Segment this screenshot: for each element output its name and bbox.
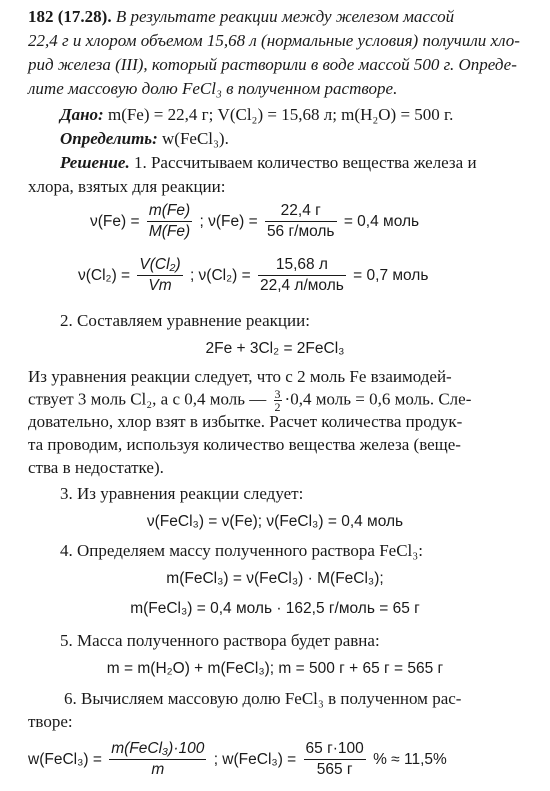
solution-step-4: 4. Определяем массу полученного раствора FeCl₃: <box>60 541 423 560</box>
fraction-chlorine-values: 15,68 л 22,4 л/моль <box>259 256 344 295</box>
equation-iron-moles: ν(Fe) = $\frac{m(Fe)}{M(Fe)}$ ; ν(Fe) = 22,4 г 56 г/моль = 0,4 моль <box>90 202 420 241</box>
problem-number: 182 (17.28). <box>28 7 112 26</box>
find-line: Определить: w(FeCl₃). <box>60 129 229 148</box>
fraction-mass-fraction-formula: m(FeCl₃)·100 m <box>111 740 205 779</box>
fraction-mass-over-molar-mass: $\frac{m(Fe)}{M(Fe)}$ <box>148 202 191 241</box>
equation-mass-formula: m(FeCl₃) = ν(FeCl₃) · M(FeCl₃); <box>166 570 384 587</box>
equation-solution-mass: m = m(H₂O) + m(FeCl₃); m = 500 г + 65 г = 565 г <box>106 660 444 677</box>
problem-statement-line-3: рид железа (III), который растворили в воде массой 500 г. Опреде- <box>28 55 517 74</box>
solution-step-1-line-1: Решение. 1. Рассчитываем количество вещества железа и <box>60 153 477 172</box>
paragraph-line-3: довательно, хлор взят в избытке. Расчет количества продук- <box>28 412 463 431</box>
equation-mass-fraction: w(FeCl₃) = m(FeCl₃)·100 m ; w(FeCl₃) = 65 г·100 565 г % ≈ 11,5% <box>28 740 447 779</box>
paragraph-line-4: та проводим, используя количество вещества железа (веще- <box>28 435 461 454</box>
fraction-iron-values: 22,4 г 56 г/моль <box>266 202 335 241</box>
reaction-equation: 2Fe + 3Cl₂ = 2FeCl₃ <box>205 340 345 357</box>
solution-step-3: 3. Из уравнения реакции следует: <box>60 484 304 503</box>
fraction-mass-fraction-values: 65 г·100 565 г <box>305 740 364 779</box>
fraction-volume-over-molar-volume: $\frac{\text{V(Cl₂)}}{Vm}$ <box>139 256 181 295</box>
paragraph-line-2: ствует 3 моль Cl₂, а с 0,4 моль — $\frac{3}{2}$ ·0,4 моль = 0,6 моль. Сле- <box>28 387 472 414</box>
paragraph-line-5: ства в недостатке). <box>28 458 164 477</box>
solution-step-2: 2. Составляем уравнение реакции: <box>60 311 310 330</box>
fraction-three-halves: $\frac{3}{2}$ <box>274 387 281 414</box>
given-line: Дано: m(Fe) = 22,4 г; V(Cl₂) = 15,68 л; m(H₂O) = 500 г. <box>60 105 454 124</box>
equation-chlorine-moles: ν(Cl₂) = $\frac{\text{V(Cl₂)}}{Vm}$ ; ν(Cl₂) = 15,68 л 22,4 л/моль = 0,7 моль <box>78 256 429 295</box>
equation-mass-value: m(FeCl₃) = 0,4 моль · 162,5 г/моль = 65 г <box>130 600 420 617</box>
solution-label: Решение. <box>60 153 130 172</box>
solution-step-1-line-2: хлора, взятых для реакции: <box>28 177 226 196</box>
solution-step-6-line-1: 6. Вычисляем массовую долю FeCl₃ в полученном рас- <box>64 689 462 708</box>
find-label: Определить: <box>60 129 158 148</box>
problem-statement-line-4: лите массовую долю FeCl₃ в полученном растворе. <box>28 79 398 98</box>
given-label: Дано: <box>60 105 104 124</box>
equation-ferric-chloride-moles: ν(FeCl₃) = ν(Fe); ν(FeCl₃) = 0,4 моль <box>146 513 404 530</box>
solution-step-5: 5. Масса полученного раствора будет равна: <box>60 631 380 650</box>
problem-statement-line-1: 182 (17.28). В результате реакции между железом массой <box>28 7 455 26</box>
paragraph-line-1: Из уравнения реакции следует, что с 2 моль Fe взаимодей- <box>28 367 452 386</box>
problem-statement-line-2: 22,4 г и хлором объемом 15,68 л (нормальные условия) получили хло- <box>28 31 520 50</box>
solution-step-6-line-2: творе: <box>28 712 73 731</box>
